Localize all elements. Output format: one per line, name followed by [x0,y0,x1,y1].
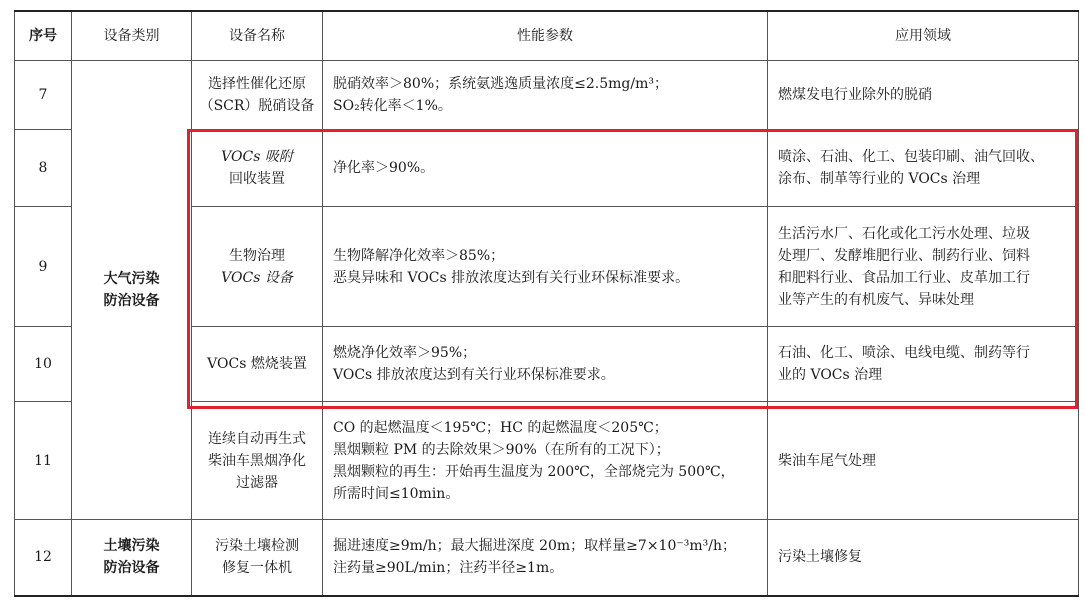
performance-params [323,130,768,207]
application-field [768,402,1079,520]
category-line: 防治设备 [103,293,160,309]
header-application: 应用领域 [768,11,1079,61]
row-number: 9 [15,207,72,327]
row-number: 12 [15,520,72,596]
app-line: 柴油车尾气处理 [778,452,876,469]
perf-line: CO 的起燃温度＜195℃；HC 的起燃温度＜205℃； [333,419,668,436]
application-field [768,130,1079,207]
device-name [192,520,323,596]
app-line: 喷涂、石油、化工、包装印刷、油气回收、 [778,149,1044,165]
app-line: 业等产生的有机废气、异味处理 [778,291,974,308]
header-device-name: 设备名称 [192,11,323,61]
equipment-table-wrapper [14,10,1078,602]
equipment-table [14,10,1079,597]
device-name-line: （SCR）脱硝设备 [199,98,315,114]
category-line: 大气污染 [103,271,160,287]
application-field [768,61,1079,130]
performance-params [323,520,768,596]
device-name-line: 柴油车黑烟净化 [208,452,306,469]
perf-line: 掘进速度≥9m/h；最大掘进深度 20m；取样量≥7×10⁻³m³/h； [333,538,736,555]
table-row [15,520,1079,596]
perf-line: 脱硝效率＞80%；系统氨逃逸质量浓度≤2.5mg/m³； [333,76,668,92]
app-line: 业的 VOCs 治理 [778,367,883,383]
row-number: 10 [15,327,72,402]
app-line: 污染土壤修复 [778,549,862,566]
application-field [768,207,1079,327]
device-name-line: 选择性催化还原 [208,76,306,92]
perf-line: 恶臭异味和 VOCs 排放浓度达到有关行业环保标准要求。 [333,269,690,286]
row-number: 7 [15,61,72,130]
category-cell-soil [72,520,192,596]
device-name-line: 污染土壤检测 [215,538,299,555]
device-name-line: 过滤器 [236,474,278,491]
device-name [192,207,323,327]
app-line: 处理厂、发酵堆肥行业、制药行业、饲料 [778,247,1030,264]
perf-line: 注药量≥90L/min；注药半径≥1m。 [333,560,564,577]
app-line: 石油、化工、喷涂、电线电缆、制药等行 [778,345,1030,361]
application-field [768,520,1079,596]
perf-line: 生物降解净化效率＞85%； [333,247,505,264]
device-name-line: VOCs 吸附 [221,149,293,165]
device-name-line: 生物治理 [229,247,285,264]
category-line: 防治设备 [103,560,160,577]
app-line: 涂布、制革等行业的 VOCs 治理 [778,171,981,187]
perf-line: 黑烟颗粒 PM 的去除效果＞90%（在所有的工况下）； [333,441,670,458]
device-name-line: 回收装置 [229,171,285,187]
category-cell-air [72,61,192,520]
performance-params [323,327,768,402]
device-name-line: 修复一体机 [222,560,292,577]
device-name-line: VOCs 燃烧装置 [207,356,307,372]
device-name [192,402,323,520]
row-number: 11 [15,402,72,520]
header-row [15,11,1079,61]
perf-line: VOCs 排放浓度达到有关行业环保标准要求。 [333,367,615,383]
perf-line: 所需时间≤10min。 [333,485,460,502]
header-serial-no: 序号 [15,11,72,61]
header-category: 设备类别 [72,11,192,61]
app-line: 和肥料行业、食品加工行业、皮革加工行 [778,269,1030,286]
performance-params [323,402,768,520]
perf-line: 燃烧净化效率＞95%； [333,345,477,361]
header-performance: 性能参数 [323,11,768,61]
application-field [768,327,1079,402]
performance-params [323,207,768,327]
perf-line: SO₂转化率＜1%。 [333,98,452,114]
device-name [192,61,323,130]
row-number: 8 [15,130,72,207]
app-line: 燃煤发电行业除外的脱硝 [778,87,932,103]
device-name-line: VOCs 设备 [221,269,293,286]
perf-line: 净化率＞90%。 [333,160,435,176]
category-line: 土壤污染 [103,538,160,555]
device-name-line: 连续自动再生式 [208,430,306,447]
performance-params [323,61,768,130]
app-line: 生活污水厂、石化或化工污水处理、垃圾 [778,225,1030,242]
device-name [192,130,323,207]
perf-line: 黑烟颗粒的再生：开始再生温度为 200℃，全部烧完为 500℃， [333,463,735,480]
device-name [192,327,323,402]
table-row [15,61,1079,130]
